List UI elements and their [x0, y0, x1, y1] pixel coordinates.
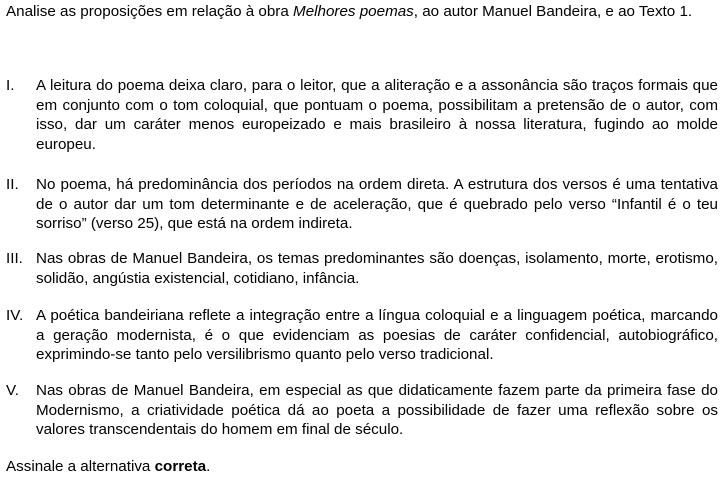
- proposition-text: A poética bandeiriana reflete a integração entre a língua coloquial e a linguagem poética, marcando a geração modernista, é o que evidenciam as poesias de caráter confidencial, autobiográfico, exprimindo-se tanto pelo versilibrismo quanto pelo verso tradicional.: [36, 307, 718, 363]
- instruction-text-before: Assinale a alternativa: [6, 458, 155, 475]
- instruction-text-after: .: [206, 458, 211, 475]
- proposition-text: Nas obras de Manuel Bandeira, os temas predominantes são doenças, isolamento, morte, erotismo, solidão, angústia existencial, cotidiano, infância.: [36, 250, 718, 287]
- intro-text-before: Analise as proposições em relação à obra: [6, 3, 294, 20]
- intro-text-after: , ao autor Manuel Bandeira, e ao Texto 1.: [413, 3, 693, 20]
- proposition-numeral: I.: [6, 77, 15, 94]
- proposition-numeral: III.: [6, 250, 23, 267]
- instruction-emphasis: correta: [154, 458, 207, 475]
- proposition-numeral: V.: [6, 382, 19, 399]
- question-intro: [6, 2, 716, 22]
- proposition-numeral: II.: [6, 176, 19, 193]
- question-instruction: [6, 457, 716, 477]
- proposition-text: A leitura do poema deixa claro, para o leitor, que a aliteração e a assonância são traços formais que em conjunto com o tom coloquial, que pontuam o poema, possibilitam a pretensão de o autor, com isso, dar um caráter menos europeizado e mais brasileiro à nossa literatura, fugindo ao molde europeu.: [36, 77, 718, 153]
- proposition-text: Nas obras de Manuel Bandeira, em especial as que didaticamente fazem parte da primeira fase do Modernismo, a criatividade poética dá ao poeta a possibilidade de fazer uma reflexão sobre os valores transcendentais do homem em final de século.: [36, 382, 718, 438]
- proposition-text: No poema, há predominância dos períodos na ordem direta. A estrutura dos versos é uma tentativa de o autor dar um tom determinante e de aceleração, que é quebrado pelo verso “Infantil é o teu sorriso” (verso 25), que está na ordem indireta.: [36, 176, 718, 232]
- proposition-numeral: IV.: [6, 307, 24, 324]
- work-title: Melhores poemas: [293, 3, 414, 20]
